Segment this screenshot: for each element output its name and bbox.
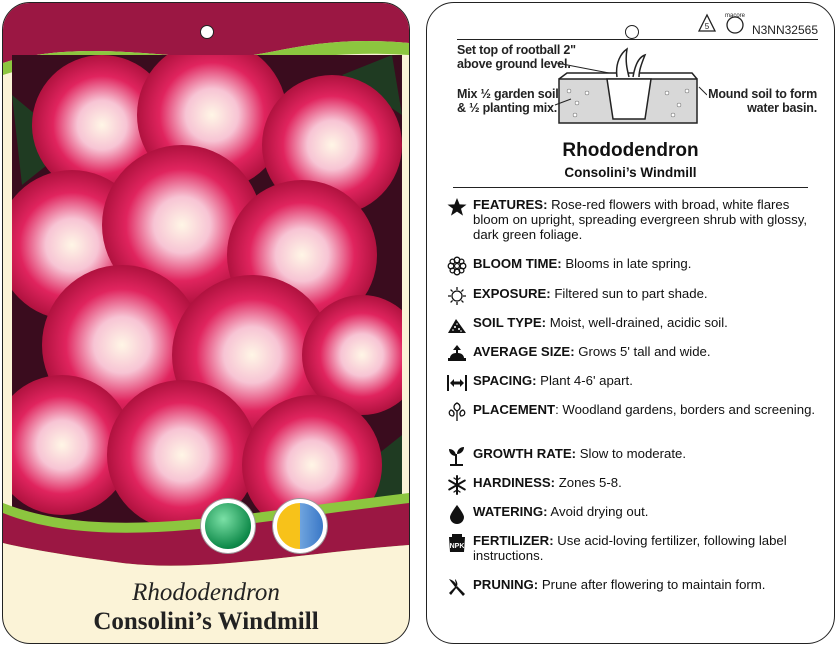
hardiness-label: HARDINESS: <box>473 475 556 490</box>
bloom-time-row <box>447 256 817 271</box>
exposure-label: EXPOSURE: <box>473 286 551 301</box>
planting-diagram <box>547 43 707 127</box>
features-label: FEATURES: <box>473 197 548 212</box>
npk-icon <box>447 533 467 553</box>
bloom-label: BLOOM TIME: <box>473 256 562 271</box>
placement-label: PLACEMENT <box>473 402 556 417</box>
placement-text: : Woodland gardens, borders and screening. <box>555 402 816 417</box>
spacing-icon <box>447 373 467 393</box>
front-tag <box>2 2 410 644</box>
exposure-text: Filtered sun to part shade. <box>554 286 708 301</box>
placement-icon <box>447 402 467 422</box>
plant-variety: Consolini’s Windmill <box>564 165 697 180</box>
product-code: N3NN32565 <box>751 23 818 37</box>
spacing-label: SPACING: <box>473 373 537 388</box>
growth-text: Slow to moderate. <box>579 446 687 461</box>
growth-label: GROWTH RATE: <box>473 446 577 461</box>
recycle-icon <box>695 11 755 35</box>
flower-icon <box>447 256 467 276</box>
soil-mix-instruction: Mix ½ garden soil & ½ planting mix. <box>457 87 559 115</box>
soil-text: Moist, well-drained, acidic soil. <box>549 315 728 330</box>
recycle-brand: macore <box>724 13 746 19</box>
placement-row <box>447 402 817 417</box>
rootball-instruction: Set top of rootball 2" above ground level. <box>457 43 576 71</box>
features-row <box>447 197 817 242</box>
size-icon <box>447 344 467 364</box>
snowflake-icon <box>447 475 467 495</box>
front-title-italic: Rhododendron <box>132 579 280 606</box>
size-text: Grows 5' tall and wide. <box>578 344 711 359</box>
soil-type-row <box>447 315 817 330</box>
size-label: AVERAGE SIZE: <box>473 344 575 359</box>
fertilizer-row <box>447 533 817 563</box>
growth-rate-row <box>447 446 817 461</box>
watering-text: Avoid drying out. <box>550 504 649 519</box>
features-text: Rose-red flowers with broad, white flares bloom on upright, spreading evergreen shrub with glossy, dark green foliage. <box>473 197 808 242</box>
evergreen-swatch <box>201 499 255 553</box>
front-title-bold: Consolini’s Windmill <box>93 608 319 635</box>
fertilizer-text: Use acid-loving fertilizer, following label instructions. <box>473 533 787 563</box>
soil-icon <box>447 315 467 335</box>
svg-text:NPK: NPK <box>449 543 465 550</box>
hang-hole-back <box>625 25 639 39</box>
growth-icon <box>447 446 467 466</box>
title-divider <box>453 187 808 188</box>
average-size-row <box>447 344 817 359</box>
spacing-text: Plant 4-6' apart. <box>540 373 633 388</box>
flower-photo <box>12 55 402 545</box>
pruner-icon <box>447 577 467 597</box>
watering-row <box>447 504 817 519</box>
hardiness-row <box>447 475 817 490</box>
plant-name: Rhododendron <box>562 140 699 161</box>
pruning-label: PRUNING: <box>473 577 539 592</box>
recycle-number: 5 <box>704 22 710 31</box>
pruning-row <box>447 577 817 592</box>
soil-label: SOIL TYPE: <box>473 315 547 330</box>
bloom-text: Blooms in late spring. <box>565 256 692 271</box>
exposure-row <box>447 286 817 301</box>
hang-hole <box>200 25 214 39</box>
top-divider <box>457 39 818 40</box>
star-icon <box>447 197 467 217</box>
pruning-text: Prune after flowering to maintain form. <box>541 577 766 592</box>
back-tag <box>426 2 835 644</box>
water-drop-icon <box>447 504 467 524</box>
sun-icon <box>447 286 467 306</box>
hardiness-text: Zones 5-8. <box>558 475 622 490</box>
watering-label: WATERING: <box>473 504 548 519</box>
sun-shade-swatch <box>273 499 327 553</box>
fertilizer-label: FERTILIZER: <box>473 533 554 548</box>
water-basin-instruction: Mound soil to form water basin. <box>708 87 817 115</box>
spacing-row <box>447 373 817 388</box>
